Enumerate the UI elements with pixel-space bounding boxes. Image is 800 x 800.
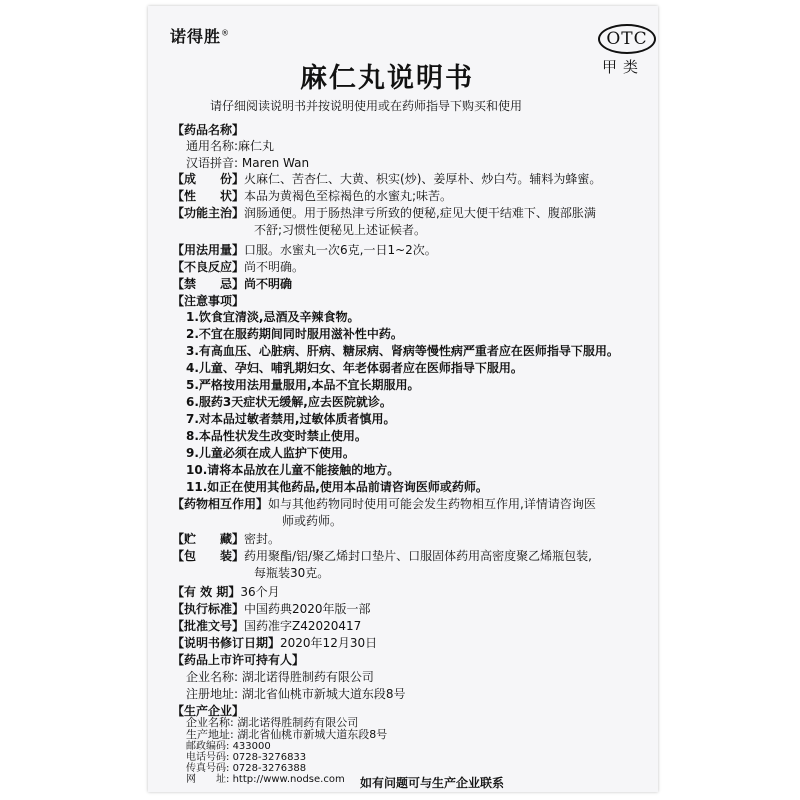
- precaution-item: 3.有高血压、心脏病、肝病、糖尿病、肾病等慢性病严重者应在医师指导下服用。: [186, 344, 619, 358]
- ingredients-row: 【成 份】火麻仁、苦杏仁、大黄、枳实(炒)、姜厚朴、炒白芍。辅料为蜂蜜。: [172, 172, 602, 186]
- precaution-item: 7.对本品过敏者禁用,过敏体质者慎用。: [186, 412, 396, 426]
- adverse-row: 【不良反应】尚不明确。: [172, 260, 305, 274]
- properties-row: 【性 状】本品为黄褐色至棕褐色的水蜜丸;味苦。: [172, 189, 453, 203]
- precautions-label: 【注意事项】: [172, 294, 245, 308]
- pinyin-row: 汉语拼音: Maren Wan: [186, 156, 310, 170]
- mah-address-row: 注册地址: 湖北省仙桃市新城大道东段8号: [186, 687, 406, 701]
- fax-row: 传真号码: 0728-3276388: [186, 763, 307, 774]
- manufacturer-label: 【生产企业】: [172, 704, 245, 718]
- postcode-row: 邮政编码: 433000: [186, 741, 271, 752]
- precaution-item: 1.饮食宜清淡,忌酒及辛辣食物。: [186, 310, 360, 324]
- precaution-item: 10.请将本品放在儿童不能接触的地方。: [186, 463, 400, 477]
- subtitle: 请仔细阅读说明书并按说明使用或在药师指导下购买和使用: [210, 99, 523, 113]
- revision-row: 【说明书修订日期】2020年12月30日: [172, 636, 378, 650]
- interactions-line2: 师或药师。: [282, 514, 343, 528]
- mah-label: 【药品上市许可持有人】: [172, 653, 305, 667]
- precaution-item: 4.儿童、孕妇、哺乳期妇女、年老体弱者应在医师指导下服用。: [186, 361, 523, 375]
- validity-row: 【有 效 期】36个月: [172, 585, 280, 599]
- brand-logo: 诺得胜®: [170, 27, 231, 46]
- otc-class: 甲类: [602, 58, 645, 76]
- manufacturer-address-row: 生产地址: 湖北省仙桃市新城大道东段8号: [186, 728, 388, 741]
- standard-row: 【执行标准】中国药典2020年版一部: [172, 602, 371, 616]
- otc-badge: OTC: [598, 24, 656, 54]
- interactions-row: 【药物相互作用】如与其他药物同时使用可能会发生药物相互作用,详情请咨询医: [172, 497, 596, 511]
- indications-row: 【功能主治】润肠通便。用于肠热津亏所致的便秘,症见大便干结难下、腹部胀满: [172, 206, 596, 220]
- precaution-item: 6.服药3天症状无缓解,应去医院就诊。: [186, 395, 392, 409]
- footer-note: 如有问题可与生产企业联系: [360, 776, 505, 790]
- drug-name-label: 【药品名称】: [172, 123, 245, 137]
- indications-line2: 不舒;习惯性便秘见上述证候者。: [254, 223, 427, 237]
- dosage-row: 【用法用量】口服。水蜜丸一次6克,一日1~2次。: [172, 243, 437, 257]
- manufacturer-company-row: 企业名称: 湖北诺得胜制药有限公司: [186, 716, 359, 729]
- phone-row: 电话号码: 0728-3276833: [186, 752, 307, 763]
- mah-company-row: 企业名称: 湖北诺得胜制药有限公司: [186, 670, 374, 684]
- contraindications-row: 【禁 忌】尚不明确: [172, 277, 293, 291]
- precaution-item: 9.儿童必须在成人监护下使用。: [186, 446, 355, 460]
- page-title: 麻仁丸说明书: [300, 63, 474, 94]
- precaution-item: 11.如正在使用其他药品,使用本品前请咨询医师或药师。: [186, 480, 488, 494]
- package-line2: 每瓶装30克。: [254, 566, 330, 580]
- precaution-item: 2.不宜在服药期间同时服用滋补性中药。: [186, 327, 403, 341]
- website-row: 网 址: http://www.nodse.com: [186, 774, 345, 785]
- common-name-row: 通用名称:麻仁丸: [186, 139, 275, 153]
- package-row: 【包 装】药用聚酯/铝/聚乙烯封口垫片、口服固体药用高密度聚乙烯瓶包装,: [172, 549, 592, 563]
- storage-row: 【贮 藏】密封。: [172, 532, 281, 546]
- precaution-item: 8.本品性状发生改变时禁止使用。: [186, 429, 367, 443]
- precaution-item: 5.严格按用法用量服用,本品不宜长期服用。: [186, 378, 420, 392]
- approval-row: 【批准文号】国药准字Z42020417: [172, 619, 362, 633]
